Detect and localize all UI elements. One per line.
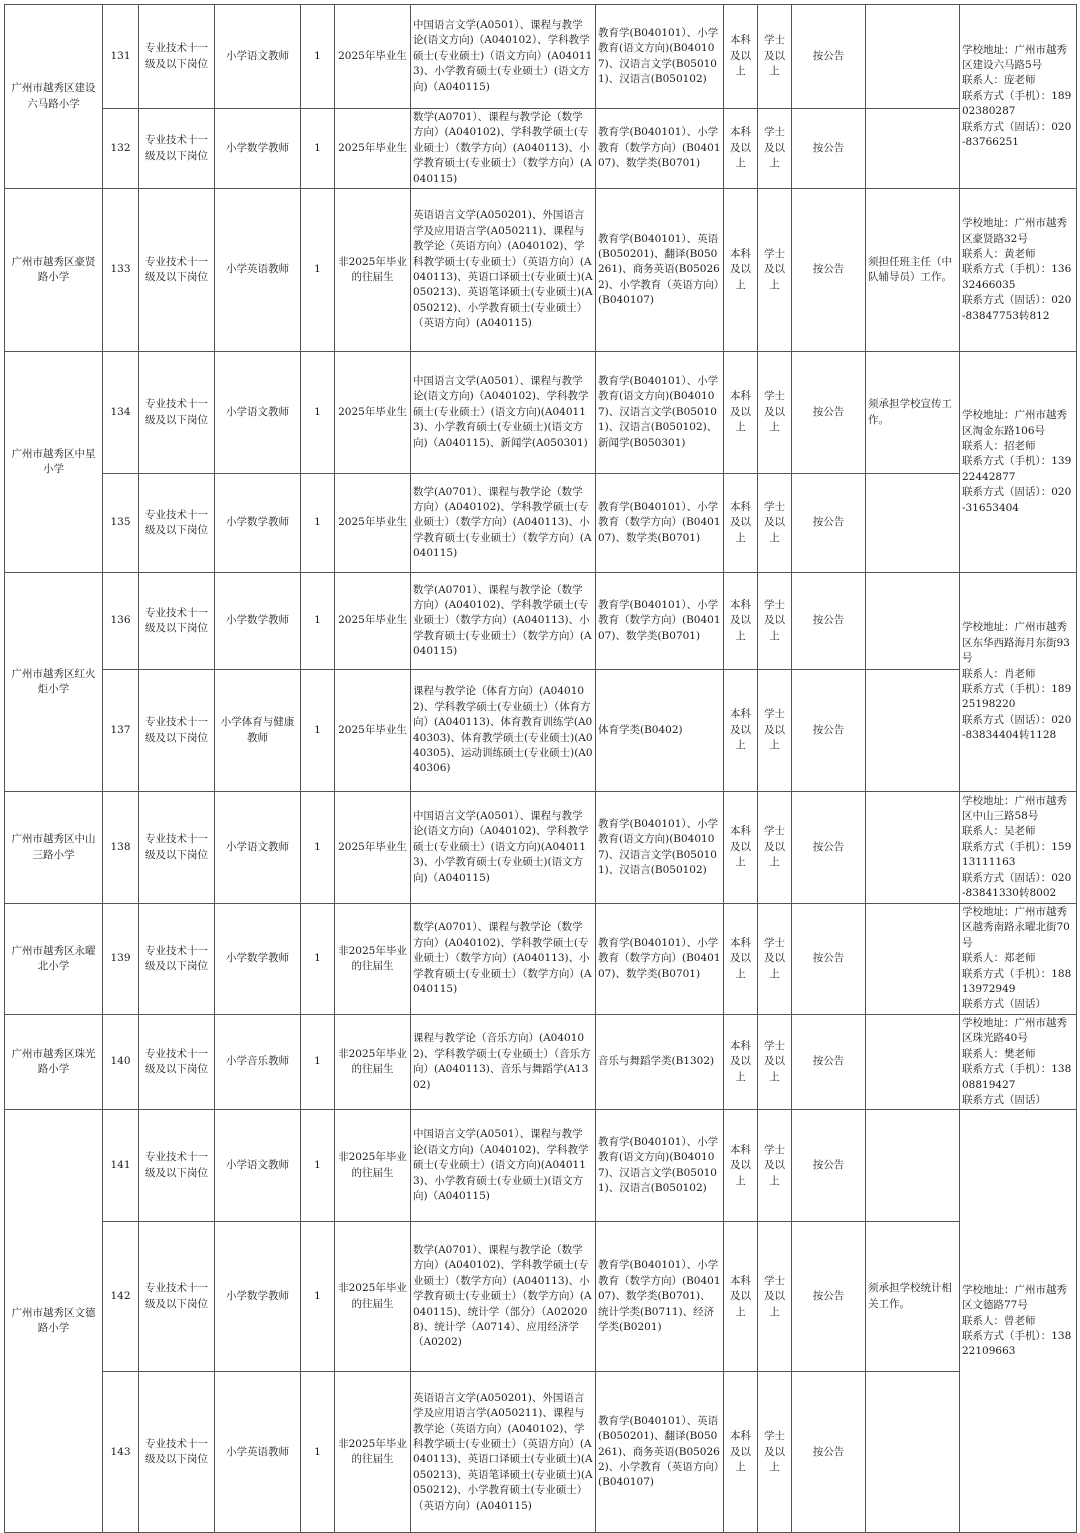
- exam-method-cell: 按公告: [792, 904, 866, 1015]
- undergraduate-major-cell: 教育学(B040101）、小学教育（数学方向）(B040107)、数学类(B0701): [596, 109, 724, 189]
- graduate-major-cell: 中国语言文学(A0501）、课程与教学论(语文方向)（A040102)、学科教学硕士(专业硕士）(语文方向)(A040113)、小学教育硕士(专业硕士)(语文方向)（A040115): [411, 792, 596, 904]
- undergraduate-major-cell: 教育学(B040101）、小学教育（数学方向）(B040107)、数学类(B0701): [596, 474, 724, 573]
- undergraduate-major-cell: 教育学(B040101）、英语(B050201)、翻译(B050261)、商务英语(B050262)、小学教育（英语方向）(B040107): [596, 189, 724, 352]
- headcount-cell: 1: [301, 904, 335, 1015]
- education-cell: 本科及以上: [724, 474, 758, 573]
- undergraduate-major-cell: 教育学(B040101）、英语(B050201)、翻译(B050261)、商务英语(B050262)、小学教育（英语方向）(B040107): [596, 1372, 724, 1533]
- school-name-cell: 广州市越秀区豪贤路小学: [5, 189, 103, 352]
- headcount-cell: 1: [301, 1014, 335, 1109]
- undergraduate-major-cell: 教育学(B040101）、小学教育（数学方向）(B040107)、数学类(B0701)、统计学类(B0711)、经济学类(B0201): [596, 1222, 724, 1372]
- post-name-cell: 小学数学教师: [215, 573, 301, 670]
- table-row: [5, 670, 1077, 792]
- education-cell: 本科及以上: [724, 5, 758, 109]
- target-cell: 2025年毕业生: [335, 792, 411, 904]
- post-number-cell: 137: [103, 670, 139, 792]
- target-cell: 非2025年毕业的往届生: [335, 1110, 411, 1222]
- post-name-cell: 小学英语教师: [215, 1372, 301, 1533]
- post-number-cell: 142: [103, 1222, 139, 1372]
- post-number-cell: 132: [103, 109, 139, 189]
- other-requirement-cell: [866, 1372, 960, 1533]
- post-type-cell: 专业技术十一级及以下岗位: [139, 670, 215, 792]
- table-row: [5, 1372, 1077, 1533]
- target-cell: 2025年毕业生: [335, 352, 411, 474]
- target-cell: 2025年毕业生: [335, 573, 411, 670]
- post-name-cell: 小学数学教师: [215, 904, 301, 1015]
- target-cell: 2025年毕业生: [335, 670, 411, 792]
- degree-cell: 学士及以上: [758, 352, 792, 474]
- post-name-cell: 小学数学教师: [215, 109, 301, 189]
- degree-cell: 学士及以上: [758, 1222, 792, 1372]
- degree-cell: 学士及以上: [758, 1110, 792, 1222]
- graduate-major-cell: 课程与教学论（体育方向）(A040102)、学科教学硕士(专业硕士）（体育方向）(A040113)、体育教育训练学(A040303)、体育教学硕士(专业硕士)(A040305)、运动训练硕士(专业硕士)(A040306): [411, 670, 596, 792]
- undergraduate-major-cell: 教育学(B040101）、小学教育(语文方向)(B040107)、汉语言文学(B050101)、汉语言(B050102)、新闻学(B050301): [596, 352, 724, 474]
- post-number-cell: 143: [103, 1372, 139, 1533]
- target-cell: 非2025年毕业的往届生: [335, 904, 411, 1015]
- graduate-major-cell: 数学(A0701）、课程与教学论（数学方向）(A040102)、学科教学硕士(专业硕士）（数学方向）(A040113)、小学教育硕士(专业硕士）（数学方向）(A040115)、统计学（部分）（A020208)、统计学（A0714）、应用经济学（A0202): [411, 1222, 596, 1372]
- exam-method-cell: 按公告: [792, 1110, 866, 1222]
- table-row: [5, 352, 1077, 474]
- target-cell: 2025年毕业生: [335, 474, 411, 573]
- exam-method-cell: 按公告: [792, 474, 866, 573]
- table-row: [5, 189, 1077, 352]
- education-cell: 本科及以上: [724, 189, 758, 352]
- exam-method-cell: 按公告: [792, 573, 866, 670]
- education-cell: 本科及以上: [724, 1014, 758, 1109]
- degree-cell: 学士及以上: [758, 904, 792, 1015]
- post-number-cell: 135: [103, 474, 139, 573]
- headcount-cell: 1: [301, 189, 335, 352]
- exam-method-cell: 按公告: [792, 1014, 866, 1109]
- education-cell: 本科及以上: [724, 792, 758, 904]
- table-row: [5, 474, 1077, 573]
- headcount-cell: 1: [301, 109, 335, 189]
- school-name-cell: 广州市越秀区建设六马路小学: [5, 5, 103, 189]
- graduate-major-cell: 中国语言文学(A0501）、课程与教学论(语文方向)（A040102)、学科教学硕士(专业硕士）(语文方向)(A040113)、小学教育硕士(专业硕士)(语文方向)（A040115)、新闻学(A050301): [411, 352, 596, 474]
- undergraduate-major-cell: 教育学(B040101）、小学教育(语文方向)(B040107)、汉语言文学(B050101)、汉语言(B050102): [596, 1110, 724, 1222]
- post-name-cell: 小学语文教师: [215, 792, 301, 904]
- contact-info-cell: 学校地址：广州市越秀区东华西路海月东街93号 联系人：肖老师 联系方式（手机）：18925198220 联系方式（固话）：020-83834404转1128: [960, 573, 1077, 792]
- post-type-cell: 专业技术十一级及以下岗位: [139, 1110, 215, 1222]
- contact-info-cell: 学校地址：广州市越秀区文德路77号 联系人：曾老师 联系方式（手机）：13822109663: [960, 1110, 1077, 1533]
- headcount-cell: 1: [301, 792, 335, 904]
- exam-method-cell: 按公告: [792, 670, 866, 792]
- graduate-major-cell: 英语语言文学(A050201)、外国语言学及应用语言学(A050211)、课程与教学论（英语方向）(A040102)、学科教学硕士(专业硕士）（英语方向）(A040113)、英语口译硕士(专业硕士)(A050213)、英语笔译硕士(专业硕士)(A050212)、小学教育硕士(专业硕士）（英语方向）(A040115): [411, 1372, 596, 1533]
- post-number-cell: 131: [103, 5, 139, 109]
- contact-info-cell: 学校地址：广州市越秀区建设六马路5号 联系人：庞老师 联系方式（手机）：18902380287 联系方式（固话）：020-83766251: [960, 5, 1077, 189]
- table-row: [5, 1222, 1077, 1372]
- headcount-cell: 1: [301, 1110, 335, 1222]
- post-name-cell: 小学体育与健康教师: [215, 670, 301, 792]
- undergraduate-major-cell: 教育学(B040101）、小学教育(语文方向)(B040107)、汉语言文学(B050101)、汉语言(B050102): [596, 792, 724, 904]
- contact-info-cell: 学校地址：广州市越秀区中山三路58号 联系人：吴老师 联系方式（手机）：15913111163 联系方式（固话）：020-83841330转8002: [960, 792, 1077, 904]
- contact-info-cell: 学校地址：广州市越秀区淘金东路106号 联系人：招老师 联系方式（手机）：13922442877 联系方式（固话）：020-31653404: [960, 352, 1077, 573]
- undergraduate-major-cell: 体育学类(B0402): [596, 670, 724, 792]
- graduate-major-cell: 英语语言文学(A050201)、外国语言学及应用语言学(A050211)、课程与教学论（英语方向）(A040102)、学科教学硕士(专业硕士）（英语方向）(A040113)、英语口译硕士(专业硕士)(A050213)、英语笔译硕士(专业硕士)(A050212)、小学教育硕士(专业硕士）（英语方向）(A040115): [411, 189, 596, 352]
- post-name-cell: 小学音乐教师: [215, 1014, 301, 1109]
- post-name-cell: 小学数学教师: [215, 1222, 301, 1372]
- post-type-cell: 专业技术十一级及以下岗位: [139, 1372, 215, 1533]
- degree-cell: 学士及以上: [758, 109, 792, 189]
- undergraduate-major-cell: 教育学(B040101）、小学教育(语文方向)(B040107)、汉语言文学(B050101)、汉语言(B050102): [596, 5, 724, 109]
- degree-cell: 学士及以上: [758, 189, 792, 352]
- graduate-major-cell: 数学(A0701）、课程与教学论（数学方向）(A040102)、学科教学硕士(专业硕士）（数学方向）(A040113)、小学教育硕士(专业硕士）（数学方向）(A040115): [411, 474, 596, 573]
- other-requirement-cell: [866, 573, 960, 670]
- contact-info-cell: 学校地址：广州市越秀区豪贤路32号 联系人：黄老师 联系方式（手机）：13632466035 联系方式（固话）：020-83847753转812: [960, 189, 1077, 352]
- degree-cell: 学士及以上: [758, 573, 792, 670]
- other-requirement-cell: 须承担学校宣传工作。: [866, 352, 960, 474]
- table-row: [5, 1110, 1077, 1222]
- school-name-cell: 广州市越秀区中山三路小学: [5, 792, 103, 904]
- post-type-cell: 专业技术十一级及以下岗位: [139, 352, 215, 474]
- post-type-cell: 专业技术十一级及以下岗位: [139, 573, 215, 670]
- degree-cell: 学士及以上: [758, 474, 792, 573]
- post-type-cell: 专业技术十一级及以下岗位: [139, 109, 215, 189]
- education-cell: 本科及以上: [724, 1110, 758, 1222]
- table-body: [5, 5, 1077, 1533]
- exam-method-cell: 按公告: [792, 1372, 866, 1533]
- degree-cell: 学士及以上: [758, 1372, 792, 1533]
- undergraduate-major-cell: 音乐与舞蹈学类(B1302): [596, 1014, 724, 1109]
- contact-info-cell: 学校地址：广州市越秀区越秀南路永曜北街70号 联系人：郑老师 联系方式（手机）：18813972949 联系方式（固话）: [960, 904, 1077, 1015]
- undergraduate-major-cell: 教育学(B040101）、小学教育（数学方向）(B040107)、数学类(B0701): [596, 573, 724, 670]
- post-number-cell: 141: [103, 1110, 139, 1222]
- headcount-cell: 1: [301, 5, 335, 109]
- target-cell: 2025年毕业生: [335, 109, 411, 189]
- post-name-cell: 小学语文教师: [215, 1110, 301, 1222]
- post-name-cell: 小学英语教师: [215, 189, 301, 352]
- school-name-cell: 广州市越秀区红火炬小学: [5, 573, 103, 792]
- other-requirement-cell: [866, 109, 960, 189]
- graduate-major-cell: 数学(A0701）、课程与教学论（数学方向）(A040102)、学科教学硕士(专业硕士）（数学方向）(A040113)、小学教育硕士(专业硕士）（数学方向）(A040115): [411, 904, 596, 1015]
- target-cell: 非2025年毕业的往届生: [335, 1014, 411, 1109]
- education-cell: 本科及以上: [724, 1372, 758, 1533]
- recruitment-table: [4, 4, 1077, 1533]
- other-requirement-cell: 须担任班主任（中队辅导员）工作。: [866, 189, 960, 352]
- post-name-cell: 小学数学教师: [215, 474, 301, 573]
- degree-cell: 学士及以上: [758, 5, 792, 109]
- post-type-cell: 专业技术十一级及以下岗位: [139, 474, 215, 573]
- other-requirement-cell: [866, 904, 960, 1015]
- school-name-cell: 广州市越秀区珠光路小学: [5, 1014, 103, 1109]
- education-cell: 本科及以上: [724, 904, 758, 1015]
- headcount-cell: 1: [301, 1222, 335, 1372]
- other-requirement-cell: [866, 474, 960, 573]
- post-number-cell: 138: [103, 792, 139, 904]
- education-cell: 本科及以上: [724, 1222, 758, 1372]
- other-requirement-cell: [866, 792, 960, 904]
- post-type-cell: 专业技术十一级及以下岗位: [139, 792, 215, 904]
- headcount-cell: 1: [301, 573, 335, 670]
- exam-method-cell: 按公告: [792, 5, 866, 109]
- education-cell: 本科及以上: [724, 352, 758, 474]
- school-name-cell: 广州市越秀区文德路小学: [5, 1110, 103, 1533]
- headcount-cell: 1: [301, 670, 335, 792]
- school-name-cell: 广州市越秀区中星小学: [5, 352, 103, 573]
- undergraduate-major-cell: 教育学(B040101）、小学教育（数学方向）(B040107)、数学类(B0701): [596, 904, 724, 1015]
- education-cell: 本科及以上: [724, 109, 758, 189]
- post-type-cell: 专业技术十一级及以下岗位: [139, 5, 215, 109]
- degree-cell: 学士及以上: [758, 1014, 792, 1109]
- table-row: [5, 904, 1077, 1015]
- graduate-major-cell: 数学(A0701）、课程与教学论（数学方向）(A040102)、学科教学硕士(专业硕士）（数学方向）(A040113)、小学教育硕士(专业硕士）（数学方向）(A040115): [411, 109, 596, 189]
- table-row: [5, 573, 1077, 670]
- target-cell: 2025年毕业生: [335, 5, 411, 109]
- table-row: [5, 109, 1077, 189]
- post-number-cell: 140: [103, 1014, 139, 1109]
- target-cell: 非2025年毕业的往届生: [335, 1222, 411, 1372]
- headcount-cell: 1: [301, 1372, 335, 1533]
- graduate-major-cell: 课程与教学论（音乐方向）(A040102)、学科教学硕士(专业硕士）（音乐方向）(A040113)、音乐与舞蹈学(A1302): [411, 1014, 596, 1109]
- table-row: [5, 1014, 1077, 1109]
- education-cell: 本科及以上: [724, 670, 758, 792]
- post-type-cell: 专业技术十一级及以下岗位: [139, 1014, 215, 1109]
- other-requirement-cell: [866, 670, 960, 792]
- table-row: [5, 792, 1077, 904]
- post-type-cell: 专业技术十一级及以下岗位: [139, 1222, 215, 1372]
- headcount-cell: 1: [301, 352, 335, 474]
- exam-method-cell: 按公告: [792, 109, 866, 189]
- exam-method-cell: 按公告: [792, 189, 866, 352]
- graduate-major-cell: 中国语言文学(A0501）、课程与教学论(语文方向)（A040102）、学科教学硕士(专业硕士)（语文方向）(A040113)、小学教育硕士(专业硕士）(语文方向)（A040115): [411, 5, 596, 109]
- post-number-cell: 133: [103, 189, 139, 352]
- graduate-major-cell: 数学(A0701）、课程与教学论（数学方向）(A040102)、学科教学硕士(专业硕士）（数学方向）(A040113)、小学教育硕士(专业硕士）（数学方向）(A040115): [411, 573, 596, 670]
- school-name-cell: 广州市越秀区永曜北小学: [5, 904, 103, 1015]
- other-requirement-cell: 须承担学校统计相关工作。: [866, 1222, 960, 1372]
- degree-cell: 学士及以上: [758, 670, 792, 792]
- contact-info-cell: 学校地址：广州市越秀区珠光路40号 联系人：樊老师 联系方式（手机）：13808819427 联系方式（固话）: [960, 1014, 1077, 1109]
- post-number-cell: 139: [103, 904, 139, 1015]
- degree-cell: 学士及以上: [758, 792, 792, 904]
- education-cell: 本科及以上: [724, 573, 758, 670]
- table-row: [5, 5, 1077, 109]
- post-type-cell: 专业技术十一级及以下岗位: [139, 904, 215, 1015]
- exam-method-cell: 按公告: [792, 352, 866, 474]
- post-name-cell: 小学语文教师: [215, 352, 301, 474]
- target-cell: 非2025年毕业的往届生: [335, 189, 411, 352]
- exam-method-cell: 按公告: [792, 1222, 866, 1372]
- headcount-cell: 1: [301, 474, 335, 573]
- post-number-cell: 134: [103, 352, 139, 474]
- target-cell: 非2025年毕业的往届生: [335, 1372, 411, 1533]
- graduate-major-cell: 中国语言文学(A0501）、课程与教学论(语文方向)（A040102)、学科教学硕士(专业硕士）(语文方向)(A040113)、小学教育硕士(专业硕士)(语文方向)（A040115): [411, 1110, 596, 1222]
- post-name-cell: 小学语文教师: [215, 5, 301, 109]
- post-type-cell: 专业技术十一级及以下岗位: [139, 189, 215, 352]
- other-requirement-cell: [866, 5, 960, 109]
- other-requirement-cell: [866, 1014, 960, 1109]
- other-requirement-cell: [866, 1110, 960, 1222]
- exam-method-cell: 按公告: [792, 792, 866, 904]
- post-number-cell: 136: [103, 573, 139, 670]
